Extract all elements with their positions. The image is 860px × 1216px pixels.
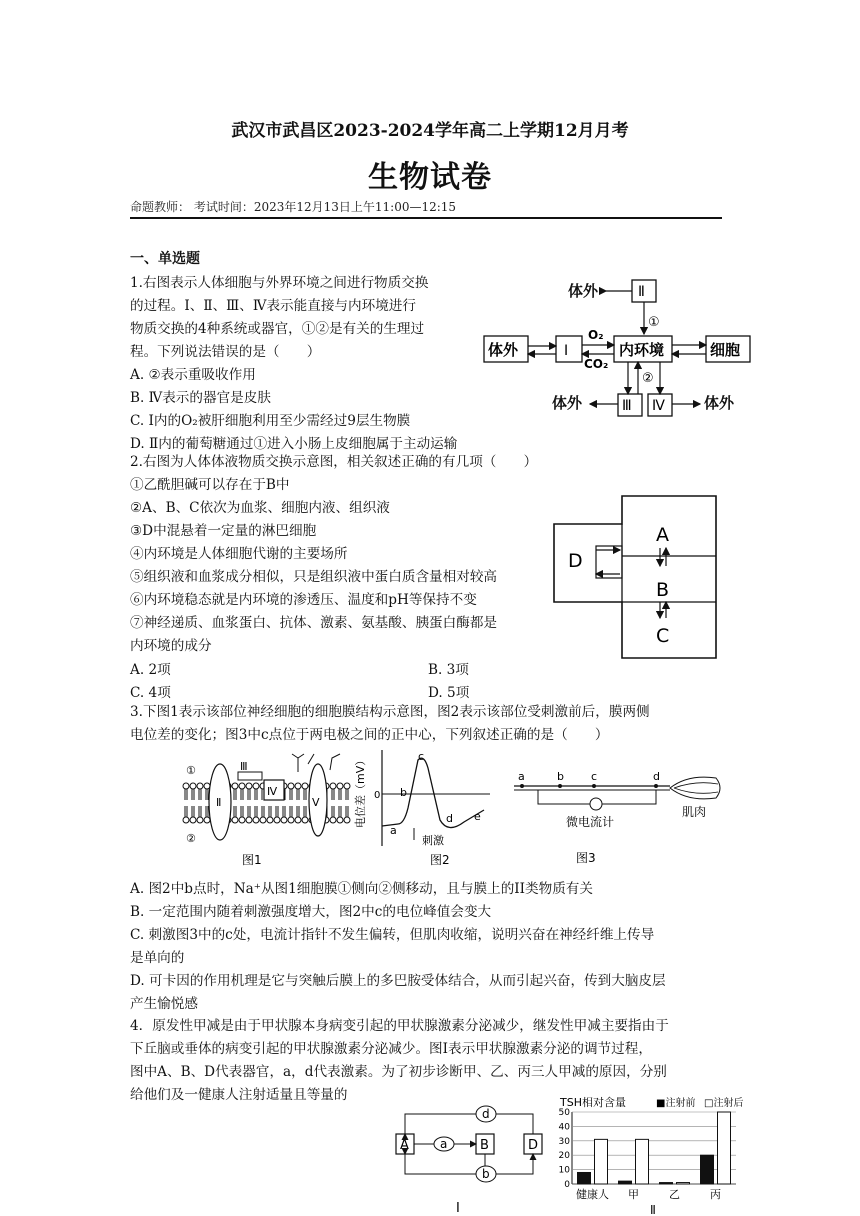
phospholipid-head: [302, 817, 308, 823]
phospholipid-tail: [185, 806, 187, 817]
q4-line: 下丘脑或垂体的病变引起的甲状腺激素分泌减少。图Ⅰ表示甲状腺激素分泌的调节过程，: [130, 1041, 652, 1057]
phospholipid-tail: [269, 806, 271, 817]
q2-option-a: A. 2项: [130, 662, 171, 678]
chart-category-label: 健康人: [576, 1188, 609, 1201]
q2-option-c: C. 4项: [130, 685, 171, 701]
phospholipid-tail: [241, 806, 243, 817]
phospholipid-head: [344, 817, 350, 823]
q2-line: ⑤组织液和血浆成分相似，只是组织液中蛋白质含量相对较高: [130, 569, 498, 585]
q3-line: 电位差的变化；图3中c点位于两电极之间的正中心，下列叙述正确的是（ ）: [130, 727, 609, 743]
q1-option-d: D. Ⅱ内的葡萄糖通过①进入小肠上皮细胞属于主动运输: [130, 436, 458, 452]
chart-category-label: 甲: [628, 1188, 639, 1201]
phospholipid-tail: [206, 789, 208, 800]
chart-ytick: 0: [564, 1180, 570, 1190]
fig1-side-1: ①: [186, 764, 196, 777]
phospholipid-head: [232, 783, 238, 789]
q2-line: 内环境的成分: [130, 638, 212, 654]
phospholipid-head: [337, 783, 343, 789]
phospholipid-head: [337, 817, 343, 823]
q2-line: ③D中混悬着一定量的淋巴细胞: [130, 523, 317, 539]
phospholipid-tail: [248, 789, 250, 800]
q2-options: [130, 658, 730, 704]
phospholipid-head: [197, 817, 203, 823]
fig1-label-ii: Ⅱ: [216, 796, 222, 809]
q2-line: ⑥内环境稳态就是内环境的渗透压、温度和pH等保持不变: [130, 592, 477, 608]
q2-label-b: B: [656, 579, 670, 601]
q2-outline: [554, 496, 716, 658]
phospholipid-tail: [332, 789, 334, 800]
phospholipid-head: [274, 817, 280, 823]
q3-options: [130, 878, 666, 1016]
q3-fig2: [352, 748, 502, 872]
fig2-point-d: d: [446, 812, 453, 825]
q1-label-iv: Ⅳ: [652, 398, 665, 414]
phospholipid-tail: [276, 806, 278, 817]
q3-option-b: B. 一定范围内随着刺激强度增大，图2中c的电位峰值会变大: [130, 904, 492, 920]
fig3-point-a: a: [518, 770, 525, 783]
phospholipid-head: [253, 817, 259, 823]
chart-ytick: 50: [558, 1108, 570, 1118]
chart-category-label: 丙: [710, 1188, 721, 1201]
phospholipid-head: [197, 783, 203, 789]
q2-box-d-inner: [596, 546, 622, 578]
phospholipid-tail: [290, 806, 292, 817]
phospholipid-tail: [192, 806, 194, 817]
figI-label-d: d: [482, 1107, 490, 1121]
phospholipid-tail: [241, 789, 243, 800]
fig2-point-c: c: [418, 750, 425, 763]
question-3: [130, 701, 650, 747]
phospholipid-tail: [297, 789, 299, 800]
q1-outside-left: 体外: [488, 341, 519, 359]
question-2: [130, 451, 537, 658]
phospholipid-head: [246, 783, 252, 789]
fig2-point-a: a: [390, 824, 397, 837]
phospholipid-tail: [248, 806, 250, 817]
q1-outside-br: 体外: [704, 394, 735, 412]
q4-fig-i: [392, 1102, 546, 1214]
chart-legend-before: ■注射前: [656, 1098, 696, 1109]
q1-option-c: C. Ⅰ内的O₂被肝细胞利用至少需经过9层生物膜: [130, 413, 411, 429]
figI-label-a: a: [440, 1137, 448, 1151]
q2-label-c: C: [656, 625, 670, 647]
figI-label-d-organ: D: [528, 1138, 539, 1153]
q1-option-b: B. Ⅳ表示的器官是皮肤: [130, 390, 271, 406]
phospholipid-tail: [304, 789, 306, 800]
fig3-caption: 图3: [576, 851, 596, 865]
figI-caption: Ⅰ: [456, 1201, 460, 1214]
q3-option-d: D. 可卡因的作用机理是它与突触后膜上的多巴胺受体结合，从而引起兴奋，传到大脑皮层: [130, 973, 666, 989]
phospholipid-tail: [255, 806, 257, 817]
q2-line: ①乙酰胆碱可以存在于B中: [130, 477, 290, 493]
phospholipid-tail: [346, 789, 348, 800]
q1-line: 1.右图表示人体细胞与外界环境之间进行物质交换: [130, 275, 429, 291]
header-rule: [130, 217, 722, 219]
phospholipid-head: [232, 817, 238, 823]
chart-bar: [660, 1183, 673, 1184]
phospholipid-tail: [192, 789, 194, 800]
figI-label-a-organ: A: [400, 1138, 409, 1153]
phospholipid-tail: [290, 789, 292, 800]
fig2-ylabel: 电位差（mV）: [354, 754, 367, 828]
phospholipid-head: [183, 783, 189, 789]
phospholipid-tail: [262, 806, 264, 817]
q1-process-2: ②: [642, 371, 654, 386]
phospholipid-head: [260, 817, 266, 823]
chart-bar: [578, 1172, 591, 1184]
phospholipid-tail: [185, 789, 187, 800]
q1-label-ii: Ⅱ: [638, 284, 645, 300]
fig1-caption: 图1: [242, 853, 262, 867]
phospholipid-tail: [339, 806, 341, 817]
fig3-point-d: d: [653, 770, 660, 783]
phospholipid-tail: [199, 806, 201, 817]
phospholipid-tail: [234, 789, 236, 800]
fig2-curve: [382, 758, 484, 827]
q3-option-c-cont: 是单向的: [130, 950, 185, 966]
phospholipid-tail: [234, 806, 236, 817]
fig2-point-b: b: [400, 786, 407, 799]
chart-bar: [595, 1139, 608, 1184]
q2-line: ②A、B、C依次为血浆、细胞内液、组织液: [130, 500, 390, 516]
chart-ytick: 30: [558, 1136, 570, 1147]
phospholipid-tail: [283, 806, 285, 817]
fig1-label-iii: Ⅲ: [240, 760, 248, 773]
fig2-caption: 图2: [430, 853, 450, 867]
phospholipid-head: [330, 783, 336, 789]
phospholipid-head: [183, 817, 189, 823]
q1-line: 的过程。Ⅰ、Ⅱ、Ⅲ、Ⅳ表示能直接与内环境进行: [130, 298, 416, 314]
figII-caption: Ⅱ: [650, 1203, 656, 1216]
phospholipid-head: [295, 783, 301, 789]
exam-info: 命题教师： 考试时间：2023年12月13日上午11:00—12:15: [130, 200, 457, 214]
q1-co2: CO₂: [584, 357, 609, 371]
phospholipid-head: [253, 783, 259, 789]
chart-category-label: 乙: [669, 1188, 680, 1201]
phospholipid-head: [281, 817, 287, 823]
figI-label-b: b: [482, 1167, 490, 1181]
fig1-label-v: Ⅴ: [312, 796, 320, 809]
chart-ytick: 40: [558, 1122, 570, 1133]
fig2-zero: 0: [374, 790, 381, 801]
q1-process-1: ①: [648, 315, 660, 330]
fig3-point-b: b: [557, 770, 564, 783]
phospholipid-tail: [346, 806, 348, 817]
figI-label-b-organ: B: [480, 1138, 489, 1153]
q3-option-d-cont: 产生愉悦感: [130, 996, 198, 1012]
q1-o2: O₂: [588, 328, 604, 342]
q3-option-a: A. 图2中b点时，Na⁺从图1细胞膜①侧向②侧移动，且与膜上的II类物质有关: [130, 881, 593, 897]
fig3-meter: [590, 798, 602, 810]
phospholipid-head: [344, 783, 350, 789]
chart-bar: [636, 1139, 649, 1184]
q3-line: 3.下图1表示该部位神经细胞的细胞膜结构示意图，图2表示该部位受刺激前后，膜两侧: [130, 704, 650, 720]
q1-box-i: [556, 336, 582, 362]
phospholipid-head: [330, 817, 336, 823]
phospholipid-head: [267, 817, 273, 823]
q3-fig3: [510, 764, 732, 870]
fig3-point-c: c: [591, 770, 598, 783]
q2-diagram: [552, 494, 722, 664]
phospholipid-tail: [332, 806, 334, 817]
fig3-meter-label: 微电流计: [566, 815, 615, 829]
chart-bar: [619, 1181, 632, 1184]
phospholipid-head: [246, 817, 252, 823]
q2-line: ⑦神经递质、血浆蛋白、抗体、激素、氨基酸、胰蛋白酶都是: [130, 615, 498, 631]
chart-ytick: 20: [558, 1151, 570, 1162]
q4-line: 给他们及一健康人注射适量且等量的: [130, 1087, 348, 1103]
q1-label-iii: Ⅲ: [622, 398, 632, 414]
q2-option-d: D. 5项: [428, 685, 470, 701]
fig2-stim: 刺激: [422, 834, 444, 847]
q1-outside-top: 体外: [568, 282, 599, 300]
phospholipid-head: [295, 817, 301, 823]
q2-label-d: D: [568, 550, 583, 572]
q3-fig1: [180, 750, 360, 870]
fig1-label-iv: Ⅳ: [267, 785, 278, 798]
chart-ytick: 10: [558, 1165, 570, 1176]
q3-option-c: C. 刺激图3中的c处，电流计指针不发生偏转，但肌肉收缩，说明兴奋在神经纤维上传导: [130, 927, 655, 943]
phospholipid-tail: [304, 806, 306, 817]
phospholipid-head: [204, 783, 210, 789]
chart-bar: [701, 1155, 714, 1184]
phospholipid-head: [204, 817, 210, 823]
q2-line: 2.右图为人体体液物质交换示意图，相关叙述正确的有几项（ ）: [130, 454, 538, 470]
q1-outside-bl: 体外: [552, 394, 583, 412]
phospholipid-head: [302, 783, 308, 789]
fig1-protein-iii: [238, 772, 262, 780]
q1-line: 物质交换的4种系统或器官，①②是有关的生理过: [130, 321, 425, 337]
q1-env: 内环境: [619, 341, 665, 359]
phospholipid-tail: [339, 789, 341, 800]
phospholipid-head: [190, 817, 196, 823]
fig2-point-e: e: [474, 810, 481, 823]
chart-bar: [677, 1183, 690, 1184]
fig3-muscle-label: 肌肉: [682, 805, 707, 819]
section-heading: 一、单选题: [130, 251, 200, 267]
phospholipid-tail: [199, 789, 201, 800]
chart-bar: [718, 1112, 731, 1184]
phospholipid-head: [288, 817, 294, 823]
phospholipid-tail: [297, 806, 299, 817]
q1-diagram: [480, 272, 755, 422]
q1-line: 程。下列说法错误的是（ ）: [130, 344, 321, 360]
phospholipid-head: [288, 783, 294, 789]
fig1-side-2: ②: [186, 832, 196, 845]
chart-legend-after: □注射后: [704, 1098, 744, 1109]
question-1: [130, 272, 457, 456]
phospholipid-head: [190, 783, 196, 789]
q2-line: ④内环境是人体细胞代谢的主要场所: [130, 546, 348, 562]
q1-label-i: Ⅰ: [564, 343, 569, 359]
q4-fig-ii-chart: [556, 1094, 756, 1216]
phospholipid-head: [239, 817, 245, 823]
q4-line: 图中A、B、D代表器官，a，d代表激素。为了初步诊断甲、乙、丙三人甲减的原因，分别: [130, 1064, 667, 1080]
q4-line: 4．原发性甲减是由于甲状腺本身病变引起的甲状腺激素分泌减少，继发性甲减主要指由于: [130, 1018, 669, 1034]
q2-label-a: A: [656, 524, 669, 546]
subject-title: 生物试卷: [368, 160, 492, 195]
q1-cell: 细胞: [710, 341, 741, 359]
q2-option-b: B. 3项: [428, 662, 469, 678]
chart-title: TSH相对含量: [560, 1096, 626, 1109]
phospholipid-tail: [206, 806, 208, 817]
fig3-muscle: [670, 777, 720, 799]
phospholipid-head: [239, 783, 245, 789]
phospholipid-tail: [255, 789, 257, 800]
q1-option-a: A. ②表示重吸收作用: [130, 367, 256, 383]
exam-title: 武汉市武昌区2023-2024学年高二上学期12月月考: [231, 121, 629, 141]
